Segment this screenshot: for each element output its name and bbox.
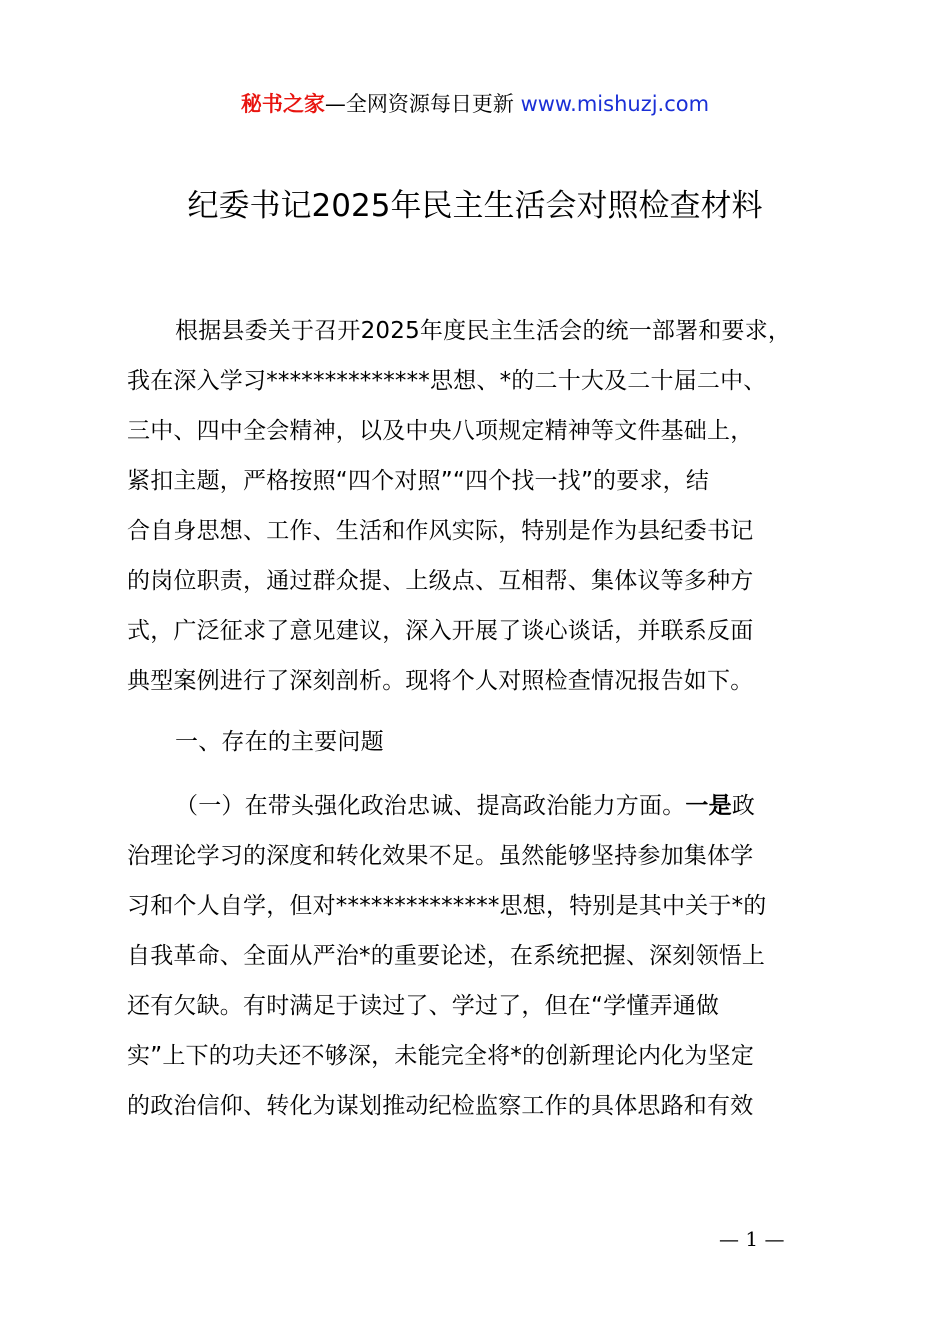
site-brand: 秘书之家 — [240, 92, 325, 116]
paragraph-line: 习和个人自学，但对**************思想，特别是其中关于*的 — [127, 893, 767, 919]
site-header — [0, 88, 950, 120]
paragraph-line: 典型案例进行了深刻剖析。现将个人对照检查情况报告如下。 — [127, 668, 754, 694]
paragraph-line: 治理论学习的深度和转化效果不足。虽然能够坚持参加集体学 — [127, 843, 754, 869]
paragraph-line: 三中、四中全会精神，以及中央八项规定精神等文件基础上， — [127, 418, 754, 444]
bold-marker: 一是 — [685, 793, 732, 819]
section-heading — [127, 717, 839, 767]
document-title: 纪委书记2025年民主生活会对照检查材料 — [187, 188, 763, 224]
paragraph-line: 实”上下的功夫还不够深，未能完全将*的创新理论内化为坚定 — [127, 1043, 755, 1069]
section-heading-text: 一、存在的主要问题 — [175, 729, 384, 755]
site-tagline: —全网资源每日更新 — [324, 92, 521, 116]
paragraph-line: 根据县委关于召开2025年度民主生活会的统一部署和要求， — [175, 318, 792, 344]
site-url[interactable]: www.mishuzj.com — [520, 92, 710, 116]
subsection-heading: （一）在带头强化政治忠诚、提高政治能力方面。 — [175, 793, 686, 819]
paragraph-line: 紧扣主题，严格按照“四个对照”“四个找一找”的要求，结 — [127, 468, 710, 494]
paragraph-line: 式，广泛征求了意见建议，深入开展了谈心谈话，并联系反面 — [127, 618, 754, 644]
paragraph-line: 自我革命、全面从严治*的重要论述，在系统把握、深刻领悟上 — [127, 943, 766, 969]
intro-paragraph — [127, 306, 839, 706]
page-number: — 1 — — [719, 1227, 785, 1251]
paragraph-line: 的政治信仰、转化为谋划推动纪检监察工作的具体思路和有效 — [127, 1093, 754, 1119]
paragraph-text: 政 — [731, 793, 756, 819]
paragraph-line: 还有欠缺。有时满足于读过了、学过了，但在“学懂弄通做 — [127, 993, 720, 1019]
paragraph-line: 合自身思想、工作、生活和作风实际，特别是作为县纪委书记 — [127, 518, 754, 544]
paragraph-line: 我在深入学习**************思想、*的二十大及二十届二中、 — [127, 368, 767, 394]
paragraph-line: 的岗位职责，通过群众提、上级点、互相帮、集体议等多种方 — [127, 568, 754, 594]
paragraph-first-line — [127, 781, 839, 831]
section-paragraph — [127, 781, 839, 1131]
